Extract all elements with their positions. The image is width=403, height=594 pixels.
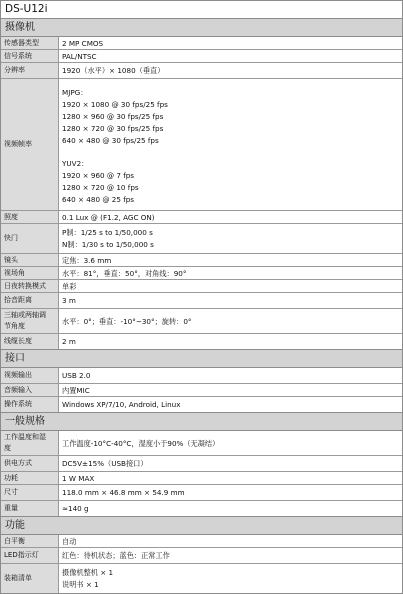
package-line-manual: 说明书 × 1 bbox=[62, 579, 99, 589]
spec-label bbox=[1, 431, 59, 456]
package-line-camera: 摄像机整机 × 1 bbox=[62, 568, 114, 577]
spec-row-weight bbox=[1, 501, 402, 517]
spec-label: 镜头 bbox=[1, 254, 59, 267]
section-interface: 接口 bbox=[1, 349, 402, 368]
framerate-line: MJPG： bbox=[62, 87, 88, 97]
shutter-line-pal: P制：1/25 s to 1/50,000 s bbox=[62, 228, 153, 237]
camera-spec-table bbox=[1, 37, 402, 349]
framerate-spacer bbox=[62, 147, 402, 158]
framerate-line: 1280 × 960 @ 30 fps/25 fps bbox=[62, 111, 164, 121]
spec-value: Windows XP/7/10, Android, Linux bbox=[59, 397, 403, 413]
spec-value: 单彩 bbox=[59, 280, 403, 293]
spec-row-daynight bbox=[1, 280, 402, 293]
framerate-line: 1920 × 960 @ 7 fps bbox=[62, 170, 135, 180]
env-label-line2: 度 bbox=[4, 444, 11, 452]
spec-label: 分辨率 bbox=[1, 63, 59, 79]
spec-row-video-out bbox=[1, 368, 402, 384]
spec-value: 工作温度-10°C-40°C，湿度小于90%（无凝结） bbox=[59, 431, 403, 456]
spec-label: 线缆长度 bbox=[1, 334, 59, 350]
spec-row-white-balance bbox=[1, 535, 402, 548]
spec-label: 尺寸 bbox=[1, 485, 59, 501]
spec-value: PAL/NTSC bbox=[59, 50, 403, 63]
spec-label: 视场角 bbox=[1, 267, 59, 280]
spec-value: ≈140 g bbox=[59, 501, 403, 517]
model-title: DS-U12i bbox=[1, 1, 402, 19]
spec-label: 白平衡 bbox=[1, 535, 59, 548]
spec-value-framerate bbox=[59, 79, 403, 211]
function-spec-table bbox=[1, 535, 402, 593]
spec-label: 信号系统 bbox=[1, 50, 59, 63]
spec-row-package bbox=[1, 564, 402, 594]
framerate-line: 640 × 480 @ 25 fps bbox=[62, 194, 135, 204]
spec-value: 水平：81°，垂直：50°，对角线：90° bbox=[59, 267, 403, 280]
shutter-line-ntsc: N制：1/30 s to 1/50,000 s bbox=[62, 239, 154, 249]
spec-value: 118.0 mm × 46.8 mm × 54.9 mm bbox=[59, 485, 403, 501]
framerate-line: 640 × 480 @ 30 fps/25 fps bbox=[62, 135, 159, 145]
spec-value: DC5V±15%（USB接口） bbox=[59, 456, 403, 472]
framerate-line: 1920 × 1080 @ 30 fps/25 fps bbox=[62, 99, 168, 109]
spec-value: 自动 bbox=[59, 535, 403, 548]
spec-row-power bbox=[1, 456, 402, 472]
angle-label-line2: 节角度 bbox=[4, 322, 25, 330]
spec-label: 功耗 bbox=[1, 472, 59, 485]
spec-label: LED指示灯 bbox=[1, 548, 59, 564]
spec-row-size bbox=[1, 485, 402, 501]
spec-row-shutter bbox=[1, 224, 402, 254]
framerate-line: YUV2： bbox=[62, 158, 89, 168]
section-general: 一般规格 bbox=[1, 412, 402, 431]
spec-value: 水平：0°；垂直：-10°~30°；旋转：0° bbox=[59, 309, 403, 334]
spec-label: 拾音距离 bbox=[1, 293, 59, 309]
spec-row-signal bbox=[1, 50, 402, 63]
spec-row-illumination bbox=[1, 211, 402, 224]
spec-label bbox=[1, 309, 59, 334]
spec-row-environment bbox=[1, 431, 402, 456]
spec-value: 红色：待机状态；蓝色：正常工作 bbox=[59, 548, 403, 564]
spec-label: 音频输入 bbox=[1, 384, 59, 397]
section-function: 功能 bbox=[1, 516, 402, 535]
spec-label: 视频输出 bbox=[1, 368, 59, 384]
spec-value: 定焦：3.6 mm bbox=[59, 254, 403, 267]
spec-value bbox=[59, 564, 403, 594]
spec-label: 操作系统 bbox=[1, 397, 59, 413]
spec-label: 日夜转换模式 bbox=[1, 280, 59, 293]
framerate-line: 1280 × 720 @ 30 fps/25 fps bbox=[62, 123, 164, 133]
spec-value: 1 W MAX bbox=[59, 472, 403, 485]
spec-row-pickup bbox=[1, 293, 402, 309]
spec-label: 装箱清单 bbox=[1, 564, 59, 594]
spec-value: 1920（水平）× 1080（垂直） bbox=[59, 63, 403, 79]
spec-row-consumption bbox=[1, 472, 402, 485]
env-label-line1: 工作温度和湿 bbox=[4, 432, 46, 441]
angle-label-line1: 三轴或两轴调 bbox=[4, 310, 46, 319]
spec-value: 3 m bbox=[59, 293, 403, 309]
spec-row-os bbox=[1, 397, 402, 413]
spec-value bbox=[59, 224, 403, 254]
spec-row-resolution bbox=[1, 63, 402, 79]
spec-row-cable bbox=[1, 334, 402, 350]
general-spec-table bbox=[1, 431, 402, 516]
section-camera: 摄像机 bbox=[1, 19, 402, 37]
spec-label: 重量 bbox=[1, 501, 59, 517]
spec-row-audio-in bbox=[1, 384, 402, 397]
spec-label: 视频帧率 bbox=[1, 79, 59, 211]
spec-label: 快门 bbox=[1, 224, 59, 254]
spec-row-lens bbox=[1, 254, 402, 267]
spec-value: 2 MP CMOS bbox=[59, 37, 403, 50]
spec-value: 0.1 Lux @ (F1.2, AGC ON) bbox=[59, 211, 403, 224]
spec-value: USB 2.0 bbox=[59, 368, 403, 384]
interface-spec-table bbox=[1, 368, 402, 412]
spec-row-led bbox=[1, 548, 402, 564]
spec-label: 传感器类型 bbox=[1, 37, 59, 50]
spec-value: 2 m bbox=[59, 334, 403, 350]
framerate-line: 1280 × 720 @ 10 fps bbox=[62, 182, 139, 192]
spec-row-framerate bbox=[1, 79, 402, 211]
spec-row-angle bbox=[1, 309, 402, 334]
spec-label: 照度 bbox=[1, 211, 59, 224]
spec-label: 供电方式 bbox=[1, 456, 59, 472]
spec-row-fov bbox=[1, 267, 402, 280]
spec-row-sensor bbox=[1, 37, 402, 50]
spec-value: 内置MIC bbox=[59, 384, 403, 397]
